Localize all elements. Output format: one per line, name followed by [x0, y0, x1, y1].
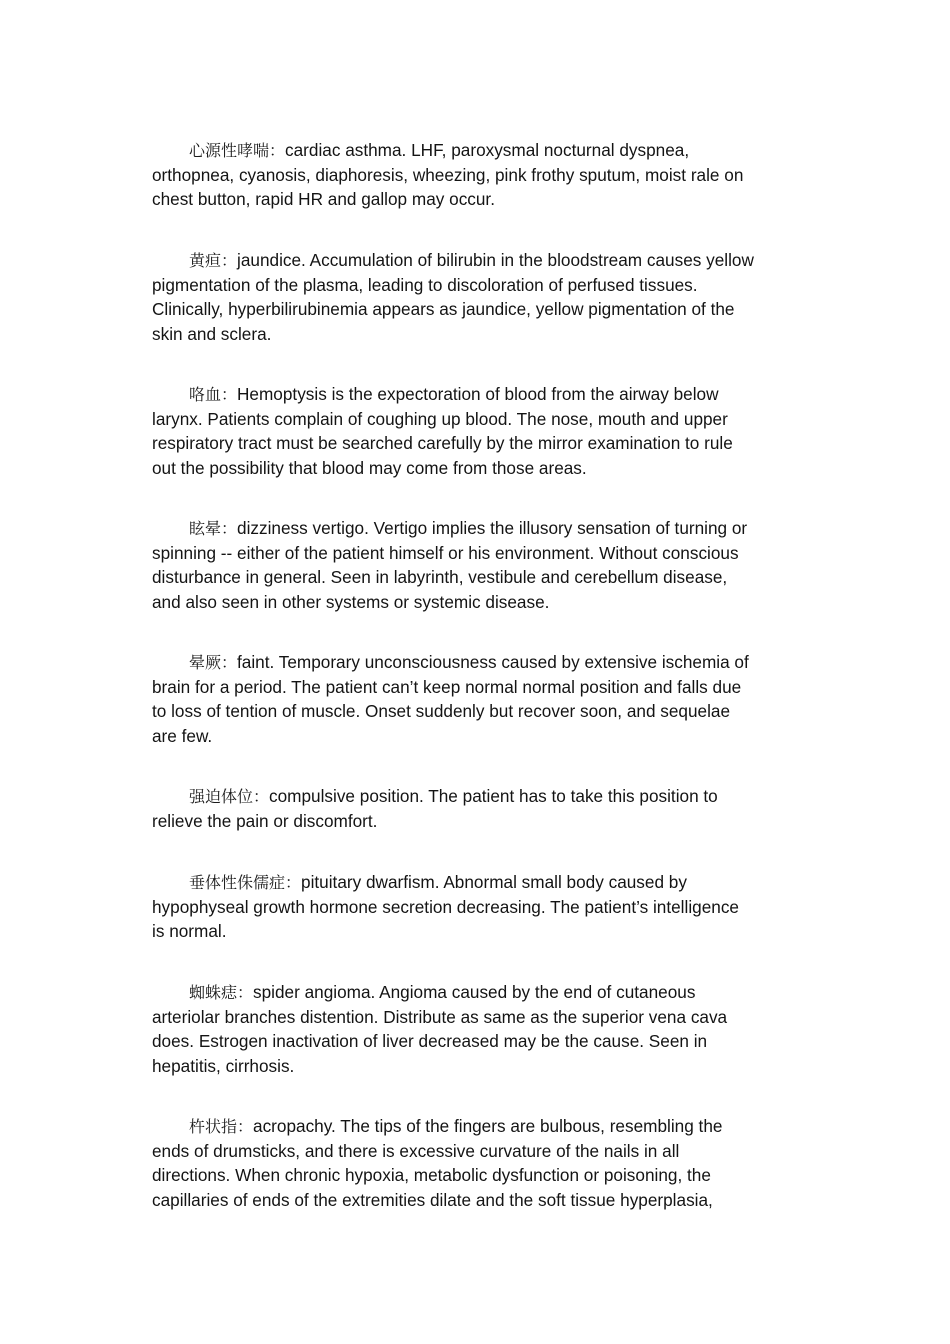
- entry-line: capillaries of ends of the extremities dilate and the soft tissue hyperplasia,: [152, 1189, 713, 1210]
- entry-line: respiratory tract must be searched carefully by the mirror examination to rule: [152, 433, 733, 454]
- entry-line: is normal.: [152, 921, 227, 942]
- chinese-term: 垂体性侏儒症：: [189, 873, 302, 892]
- entry-line: [152, 980, 802, 1005]
- entry-line: [152, 248, 802, 273]
- entry-line: out the possibility that blood may come from those areas.: [152, 457, 587, 478]
- entry-line: spinning -- either of the patient himself or his environment. Without conscious: [152, 543, 739, 564]
- entry-line: arteriolar branches distention. Distribute as same as the superior vena cava: [152, 1007, 728, 1028]
- chinese-term: 黄疸：: [189, 251, 238, 270]
- entry-line: hepatitis, cirrhosis.: [152, 1055, 295, 1076]
- entry-line: [152, 138, 802, 163]
- glossary-entry: [152, 138, 802, 212]
- glossary-entry: [152, 516, 802, 614]
- entry-text: Hemoptysis is the expectoration of blood from the airway below: [237, 384, 719, 404]
- chinese-term: 杵状指：: [189, 1117, 254, 1136]
- entry-line: does. Estrogen inactivation of liver decreased may be the cause. Seen in: [152, 1031, 708, 1052]
- entry-line: pigmentation of the plasma, leading to discoloration of perfused tissues.: [152, 275, 698, 296]
- chinese-term: 强迫体位：: [189, 787, 270, 806]
- chinese-term: 咯血：: [189, 385, 238, 404]
- glossary-entry: [152, 870, 802, 944]
- entry-line: to loss of tention of muscle. Onset suddenly but recover soon, and sequelae: [152, 701, 731, 722]
- entry-line: [152, 516, 802, 541]
- entry-line: orthopnea, cyanosis, diaphoresis, wheezing, pink frothy sputum, moist rale on: [152, 165, 744, 186]
- entry-line: disturbance in general. Seen in labyrinth, vestibule and cerebellum disease,: [152, 567, 728, 588]
- glossary-entry: [152, 784, 802, 833]
- entry-line: ends of drumsticks, and there is excessive curvature of the nails in all: [152, 1141, 680, 1162]
- entry-text: cardiac asthma. LHF, paroxysmal nocturnal dyspnea,: [285, 140, 690, 160]
- entry-text: spider angioma. Angioma caused by the end of cutaneous: [253, 982, 696, 1002]
- glossary-entry: [152, 980, 802, 1078]
- entry-line: directions. When chronic hypoxia, metabolic dysfunction or poisoning, the: [152, 1165, 711, 1186]
- entry-line: relieve the pain or discomfort.: [152, 811, 378, 832]
- entry-line: skin and sclera.: [152, 323, 272, 344]
- entry-line: are few.: [152, 725, 213, 746]
- glossary-entry: [152, 382, 802, 480]
- entry-line: [152, 784, 802, 809]
- chinese-term: 心源性哮喘：: [189, 141, 286, 160]
- entry-line: chest button, rapid HR and gallop may occur.: [152, 189, 495, 210]
- chinese-term: 蜘蛛痣：: [189, 983, 254, 1002]
- entry-line: hypophyseal growth hormone secretion decreasing. The patient’s intelligence: [152, 897, 739, 918]
- entry-line: brain for a period. The patient can’t keep normal normal position and falls due: [152, 677, 742, 698]
- entry-text: pituitary dwarfism. Abnormal small body caused by: [301, 872, 687, 892]
- entry-line: larynx. Patients complain of coughing up blood. The nose, mouth and upper: [152, 409, 728, 430]
- glossary-entry: [152, 1114, 802, 1212]
- entry-line: [152, 382, 802, 407]
- glossary-entry: [152, 650, 802, 748]
- entry-text: acropachy. The tips of the fingers are bulbous, resembling the: [253, 1116, 723, 1136]
- entry-text: faint. Temporary unconsciousness caused by extensive ischemia of: [237, 652, 749, 672]
- chinese-term: 眩晕：: [189, 519, 238, 538]
- entry-text: compulsive position. The patient has to take this position to: [269, 786, 718, 806]
- entry-text: jaundice. Accumulation of bilirubin in the bloodstream causes yellow: [237, 250, 754, 270]
- entry-text: dizziness vertigo. Vertigo implies the illusory sensation of turning or: [237, 518, 748, 538]
- entry-line: and also seen in other systems or systemic disease.: [152, 591, 550, 612]
- entry-line: Clinically, hyperbilirubinemia appears as jaundice, yellow pigmentation of the: [152, 299, 735, 320]
- chinese-term: 晕厥：: [189, 653, 238, 672]
- entry-line: [152, 870, 802, 895]
- entry-line: [152, 650, 802, 675]
- entry-line: [152, 1114, 802, 1139]
- glossary-entry: [152, 248, 802, 346]
